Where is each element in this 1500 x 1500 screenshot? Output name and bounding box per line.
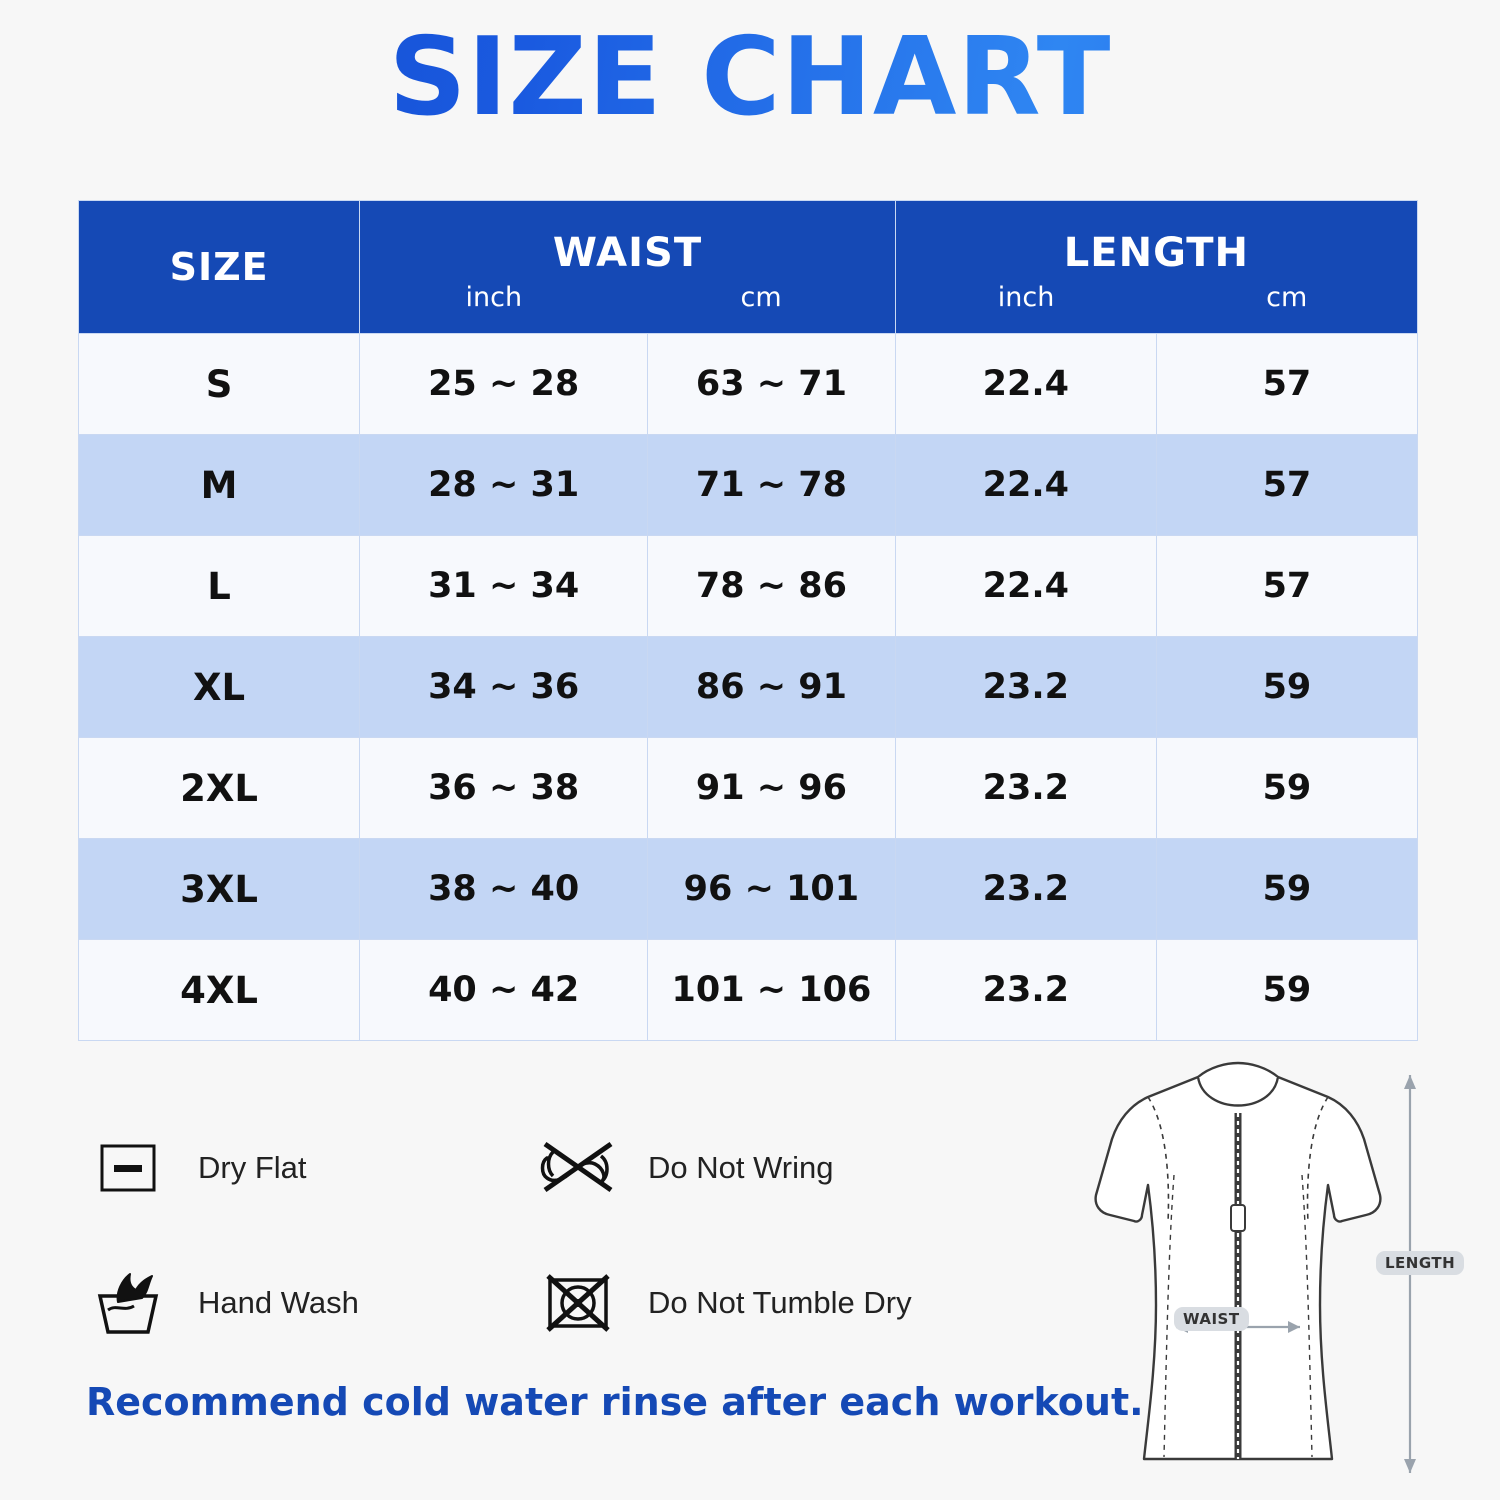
do-not-wring-icon: [530, 1120, 626, 1216]
header-length: [895, 201, 1417, 334]
cell-waist-inch: 36 ~ 38: [360, 738, 648, 839]
care-label: Do Not Wring: [648, 1149, 834, 1185]
table-row: [79, 435, 1418, 536]
page-title: SIZE CHART: [0, 18, 1500, 139]
cell-waist-inch: 25 ~ 28: [360, 334, 648, 435]
cell-length-cm: 59: [1156, 637, 1417, 738]
waist-measure-tag: WAIST: [1174, 1307, 1249, 1331]
garment-illustration: [998, 1055, 1468, 1485]
table-body: [79, 334, 1418, 1041]
care-item-do-not-wring: [530, 1120, 980, 1216]
care-row-1: [80, 1100, 980, 1235]
cell-length-cm: 57: [1156, 435, 1417, 536]
header-waist-inch: inch: [465, 281, 523, 313]
header-length-label: LENGTH: [1063, 229, 1249, 276]
cell-size: 4XL: [79, 940, 360, 1041]
cell-waist-cm: 86 ~ 91: [648, 637, 896, 738]
care-label: Hand Wash: [198, 1284, 359, 1320]
cell-waist-inch: 40 ~ 42: [360, 940, 648, 1041]
cell-length-cm: 57: [1156, 334, 1417, 435]
cell-waist-cm: 91 ~ 96: [648, 738, 896, 839]
table-row: [79, 334, 1418, 435]
care-item-do-not-tumble-dry: [530, 1255, 980, 1351]
cell-waist-cm: 78 ~ 86: [648, 536, 896, 637]
cell-size: XL: [79, 637, 360, 738]
cell-waist-cm: 96 ~ 101: [648, 839, 896, 940]
cell-length-inch: 23.2: [895, 839, 1156, 940]
cell-length-cm: 59: [1156, 839, 1417, 940]
table-row: [79, 940, 1418, 1041]
care-label: Dry Flat: [198, 1149, 307, 1185]
cell-size: 2XL: [79, 738, 360, 839]
care-row-2: [80, 1235, 980, 1370]
cell-size: M: [79, 435, 360, 536]
care-instructions: [80, 1100, 980, 1370]
cell-waist-inch: 31 ~ 34: [360, 536, 648, 637]
cell-size: L: [79, 536, 360, 637]
cell-size: 3XL: [79, 839, 360, 940]
size-table-wrapper: [78, 200, 1418, 1041]
length-measure-tag: LENGTH: [1376, 1251, 1464, 1275]
care-label: Do Not Tumble Dry: [648, 1284, 912, 1320]
header-waist-cm: cm: [740, 281, 782, 313]
cell-length-inch: 22.4: [895, 435, 1156, 536]
table-row: [79, 738, 1418, 839]
header-size: SIZE: [79, 201, 360, 334]
do-not-tumble-dry-icon: [530, 1255, 626, 1351]
cell-waist-cm: 63 ~ 71: [648, 334, 896, 435]
dry-flat-icon: [80, 1120, 176, 1216]
cell-length-cm: 59: [1156, 738, 1417, 839]
care-item-dry-flat: [80, 1120, 530, 1216]
cell-waist-inch: 38 ~ 40: [360, 839, 648, 940]
cell-length-cm: 59: [1156, 940, 1417, 1041]
hand-wash-icon: [80, 1255, 176, 1351]
cell-length-cm: 57: [1156, 536, 1417, 637]
header-length-inch: inch: [997, 281, 1055, 313]
size-table: [78, 200, 1418, 1041]
table-row: [79, 637, 1418, 738]
cell-length-inch: 23.2: [895, 738, 1156, 839]
cell-waist-inch: 34 ~ 36: [360, 637, 648, 738]
cell-length-inch: 23.2: [895, 637, 1156, 738]
table-row: [79, 536, 1418, 637]
header-waist: [360, 201, 896, 334]
cell-length-inch: 22.4: [895, 536, 1156, 637]
cell-waist-inch: 28 ~ 31: [360, 435, 648, 536]
recommendation-note: Recommend cold water rinse after each workout.: [86, 1380, 1144, 1424]
table-head: [79, 201, 1418, 334]
cell-waist-cm: 101 ~ 106: [648, 940, 896, 1041]
cell-length-inch: 22.4: [895, 334, 1156, 435]
table-header-row: [79, 201, 1418, 334]
header-length-cm: cm: [1266, 281, 1308, 313]
header-waist-label: WAIST: [552, 229, 703, 276]
cell-length-inch: 23.2: [895, 940, 1156, 1041]
cell-waist-cm: 71 ~ 78: [648, 435, 896, 536]
table-row: [79, 839, 1418, 940]
cell-size: S: [79, 334, 360, 435]
care-item-hand-wash: [80, 1255, 530, 1351]
